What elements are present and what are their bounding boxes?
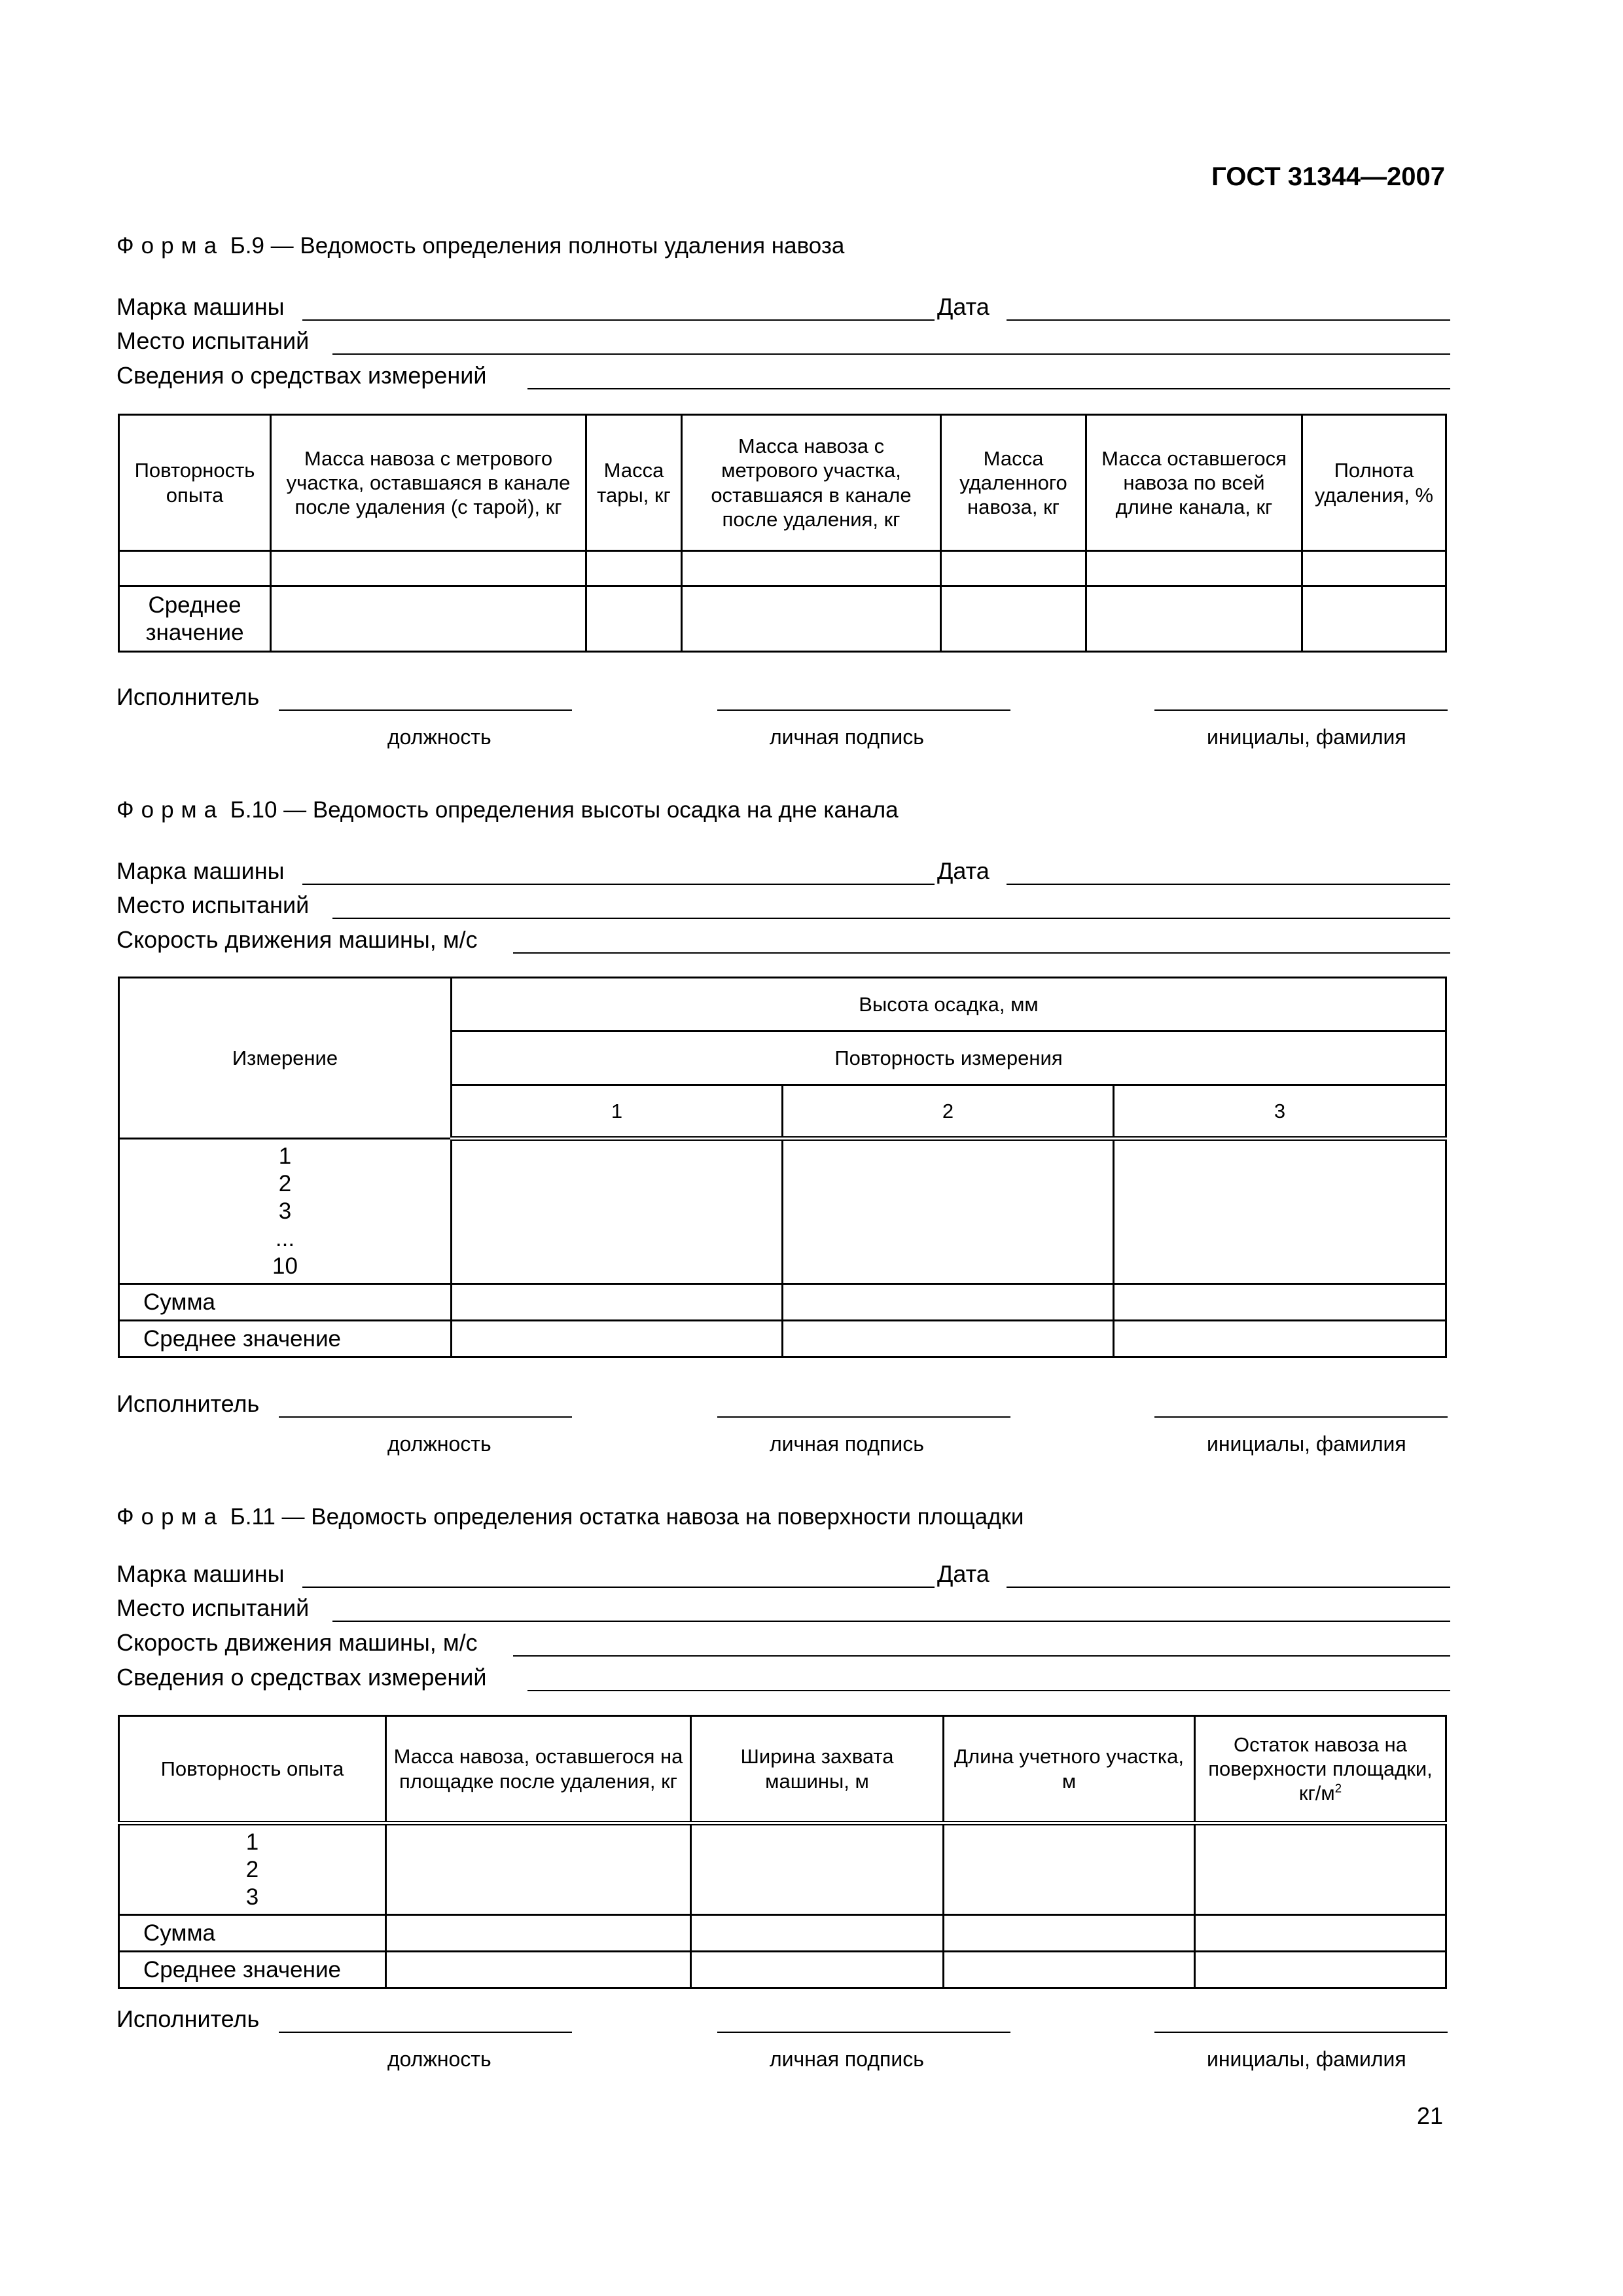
table-cell[interactable] — [783, 1284, 1114, 1321]
form-b11-executor-label: Исполнитель — [116, 2005, 260, 2032]
form-b9-col-repeat: Повторность опыта — [119, 415, 271, 551]
list-item: 10 — [272, 1253, 298, 1279]
page-number: 21 — [1416, 2102, 1443, 2129]
list-item: ... — [275, 1225, 295, 1251]
form-b11-place-input[interactable] — [332, 1621, 1450, 1622]
form-b9-col-tare: Масса тары, кг — [586, 415, 682, 551]
table-cell[interactable] — [1302, 586, 1446, 652]
table-cell[interactable] — [682, 586, 941, 652]
list-item: 1 — [245, 1829, 259, 1855]
form-b10-signature-caption: личная подпись — [770, 1432, 924, 1456]
form-b9-title: Форма Б.9 — Ведомость определения полноты удаления навоза — [116, 233, 845, 259]
form-b9-col-removed: Масса удаленного навоза, кг — [941, 415, 1086, 551]
form-b10-speed-label: Скорость движения машины, м/с — [116, 926, 478, 953]
form-b11-table — [118, 1715, 1447, 1989]
form-b9-header-row — [119, 415, 1446, 551]
form-b11-name-input[interactable] — [1154, 2032, 1448, 2033]
form-b9-position-caption: должность — [387, 725, 491, 749]
form-b10-col-1: 1 — [452, 1085, 783, 1139]
form-b11-title: Форма Б.11 — Ведомость определения остатка навоза на поверхности площадки — [116, 1504, 1024, 1530]
form-b11-name-caption: инициалы, фамилия — [1207, 2047, 1406, 2071]
table-cell[interactable] — [386, 1823, 691, 1915]
table-row — [119, 1284, 1446, 1321]
form-b10-sum-label: Сумма — [119, 1284, 452, 1321]
form-b11-instruments-label: Сведения о средствах измерений — [116, 1664, 487, 1691]
form-b11-instruments-input[interactable] — [527, 1690, 1450, 1691]
form-b11-repeat-numbers — [119, 1823, 386, 1915]
list-item: 2 — [245, 1856, 259, 1882]
form-b10-machine-label: Марка машины — [116, 857, 285, 884]
form-b10-date-input[interactable] — [1007, 884, 1450, 885]
table-cell[interactable] — [1195, 1823, 1446, 1915]
form-b11-machine-input[interactable] — [302, 1587, 935, 1588]
table-cell[interactable] — [271, 551, 586, 586]
table-cell[interactable] — [691, 1823, 944, 1915]
form-b9-place-input[interactable] — [332, 353, 1450, 355]
table-cell[interactable] — [586, 586, 682, 652]
table-cell[interactable] — [944, 1952, 1195, 1988]
form-b9-date-input[interactable] — [1007, 319, 1450, 321]
form-b10-table — [118, 977, 1447, 1358]
form-b9-machine-input[interactable] — [302, 319, 935, 321]
form-b10-signature-input[interactable] — [717, 1416, 1010, 1418]
table-row — [119, 1321, 1446, 1357]
form-b9-col-mass-net: Масса навоза с метрового участка, оставшаяся в канале после удаления, кг — [682, 415, 941, 551]
form-b9-table — [118, 414, 1447, 653]
form-b9-col-remaining: Масса оставшегося навоза по всей длине канала, кг — [1086, 415, 1302, 551]
form-b11-header-row — [119, 1716, 1446, 1823]
list-item: 3 — [245, 1884, 259, 1910]
form-b11-col-repeat: Повторность опыта — [119, 1716, 386, 1823]
table-cell[interactable] — [1302, 551, 1446, 586]
table-cell[interactable] — [941, 586, 1086, 652]
table-cell[interactable] — [586, 551, 682, 586]
list-item: 2 — [278, 1170, 292, 1196]
table-cell[interactable] — [944, 1823, 1195, 1915]
form-b10-name-caption: инициалы, фамилия — [1207, 1432, 1406, 1456]
form-b10-date-label: Дата — [937, 857, 990, 884]
form-b10-executor-label: Исполнитель — [116, 1390, 260, 1417]
form-b10-header-row — [119, 978, 1446, 1031]
list-item: 1 — [278, 1143, 292, 1169]
form-b10-measure-numbers — [119, 1139, 452, 1284]
table-cell[interactable] — [691, 1915, 944, 1952]
form-b10-place-input[interactable] — [332, 918, 1450, 919]
form-b10-speed-input[interactable] — [513, 952, 1450, 954]
table-cell[interactable] — [783, 1321, 1114, 1357]
form-b11-col-length: Длина учетного участка, м — [944, 1716, 1195, 1823]
form-b9-col-completeness: Полнота удаления, % — [1302, 415, 1446, 551]
form-b11-col-width: Ширина захвата машины, м — [691, 1716, 944, 1823]
table-cell[interactable] — [1195, 1952, 1446, 1988]
form-b11-date-input[interactable] — [1007, 1587, 1450, 1588]
standard-number: ГОСТ 31344—2007 — [1211, 162, 1445, 191]
form-b10-col-measure: Измерение — [119, 978, 452, 1139]
table-cell[interactable] — [682, 551, 941, 586]
table-cell[interactable] — [944, 1915, 1195, 1952]
form-b11-signature-input[interactable] — [717, 2032, 1010, 2033]
form-b10-position-caption: должность — [387, 1432, 491, 1456]
table-row — [119, 586, 1446, 652]
form-b9-instruments-label: Сведения о средствах измерений — [116, 362, 487, 389]
table-cell[interactable] — [1114, 1139, 1446, 1284]
form-b9-executor-label: Исполнитель — [116, 683, 260, 710]
table-row — [119, 1952, 1446, 1988]
table-row — [119, 1823, 1446, 1915]
table-cell[interactable] — [1086, 586, 1302, 652]
form-b11-col-mass: Масса навоза, оставшегося на площадке после удаления, кг — [386, 1716, 691, 1823]
form-b10-avg-label: Среднее значение — [119, 1321, 452, 1357]
table-row — [119, 1915, 1446, 1952]
form-b10-height-header: Высота осадка, мм — [452, 978, 1446, 1031]
table-cell[interactable] — [119, 551, 271, 586]
form-b11-speed-label: Скорость движения машины, м/с — [116, 1629, 478, 1656]
table-cell[interactable] — [386, 1952, 691, 1988]
form-b11-speed-input[interactable] — [513, 1655, 1450, 1657]
form-b10-title: Форма Б.10 — Ведомость определения высоты осадка на дне канала — [116, 797, 899, 823]
table-cell[interactable] — [452, 1284, 783, 1321]
table-cell[interactable] — [386, 1915, 691, 1952]
form-b9-date-label: Дата — [937, 293, 990, 320]
form-b11-position-input[interactable] — [279, 2032, 572, 2033]
form-b9-signature-input[interactable] — [717, 709, 1010, 711]
table-cell[interactable] — [691, 1952, 944, 1988]
form-b9-col-mass-tare: Масса навоза с метрового участка, оставшаяся в канале после удаления (с тарой), кг — [271, 415, 586, 551]
form-b10-machine-input[interactable] — [302, 884, 935, 885]
form-b9-avg-label: Среднее значение — [119, 586, 271, 652]
list-item: 3 — [278, 1198, 292, 1224]
form-b10-col-2: 2 — [783, 1085, 1114, 1139]
form-b9-place-label: Место испытаний — [116, 327, 310, 354]
form-b10-name-input[interactable] — [1154, 1416, 1448, 1418]
form-b10-repeat-header: Повторность измерения — [452, 1031, 1446, 1085]
table-row — [119, 551, 1446, 586]
form-b9-name-caption: инициалы, фамилия — [1207, 725, 1406, 749]
form-b11-machine-label: Марка машины — [116, 1560, 285, 1587]
table-cell[interactable] — [1195, 1915, 1446, 1952]
form-b11-position-caption: должность — [387, 2047, 491, 2071]
form-b9-machine-label: Марка машины — [116, 293, 285, 320]
form-b9-position-input[interactable] — [279, 709, 572, 711]
table-cell[interactable] — [452, 1139, 783, 1284]
form-b11-avg-label: Среднее значение — [119, 1952, 386, 1988]
form-b9-signature-caption: личная подпись — [770, 725, 924, 749]
form-b11-date-label: Дата — [937, 1560, 990, 1587]
form-b11-place-label: Место испытаний — [116, 1594, 310, 1621]
table-row — [119, 1139, 1446, 1284]
form-b10-place-label: Место испытаний — [116, 891, 310, 918]
form-b9-instruments-input[interactable] — [527, 388, 1450, 389]
table-cell[interactable] — [941, 551, 1086, 586]
form-b11-sum-label: Сумма — [119, 1915, 386, 1952]
form-b11-col-residue: Остаток навоза на поверхности площадки, $кг/м^2$ — [1195, 1716, 1446, 1823]
form-b10-col-3: 3 — [1114, 1085, 1446, 1139]
form-b11-signature-caption: личная подпись — [770, 2047, 924, 2071]
table-cell[interactable] — [1114, 1321, 1446, 1357]
form-b9-name-input[interactable] — [1154, 709, 1448, 711]
table-cell[interactable] — [1114, 1284, 1446, 1321]
table-cell[interactable] — [271, 586, 586, 652]
table-cell[interactable] — [1086, 551, 1302, 586]
table-cell[interactable] — [452, 1321, 783, 1357]
table-cell[interactable] — [783, 1139, 1114, 1284]
form-b10-position-input[interactable] — [279, 1416, 572, 1418]
